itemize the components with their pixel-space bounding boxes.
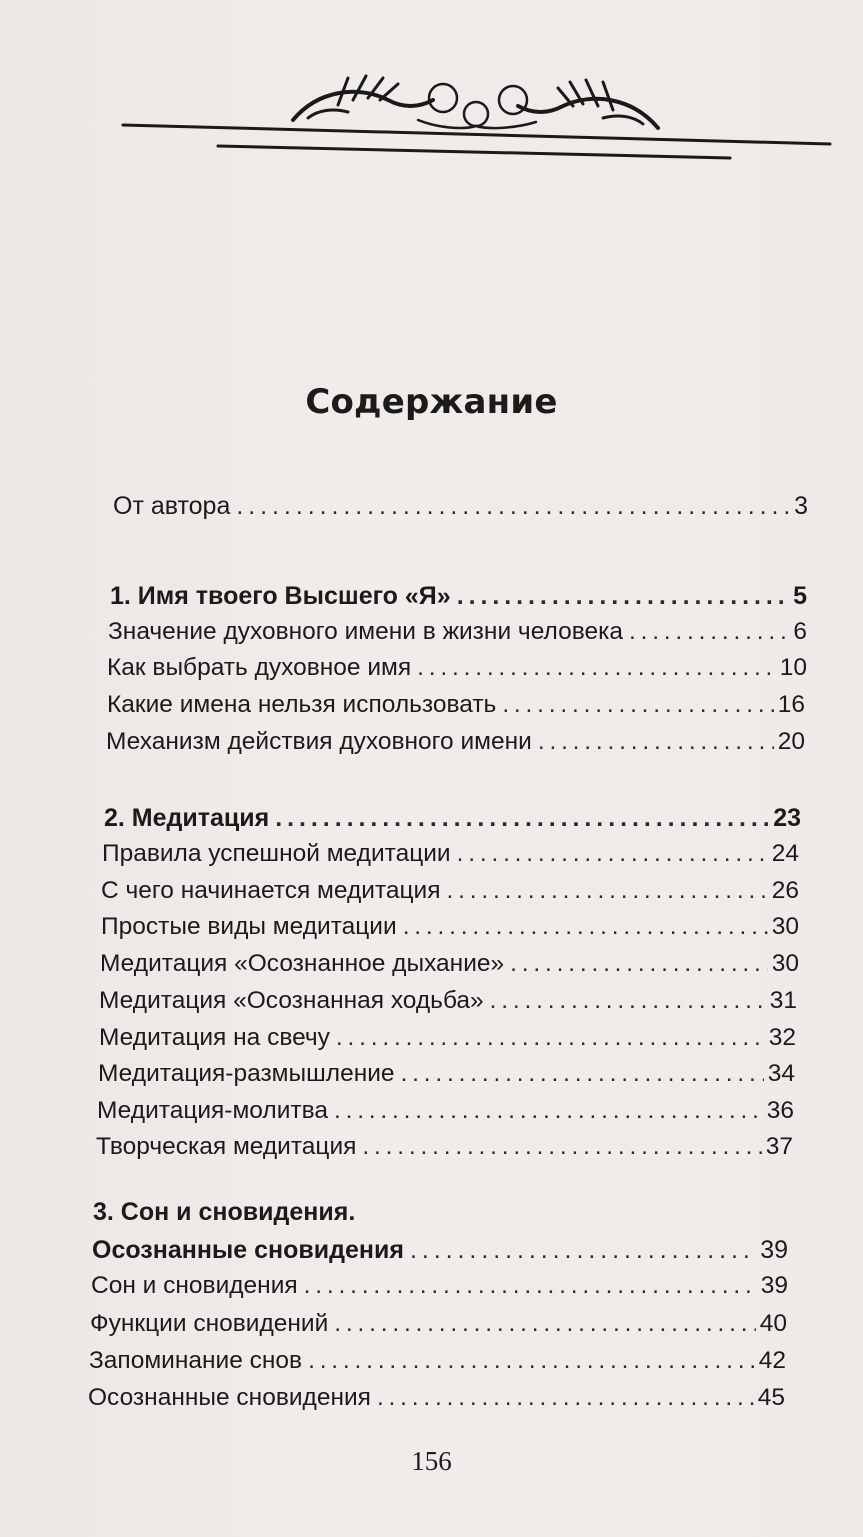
chapter-title: 1. Имя твоего Высшего «Я» [110, 582, 451, 610]
toc-entry: Медитация «Осознанное дыхание» . . . 30 [100, 950, 799, 986]
dot-leader [236, 492, 790, 521]
toc-chapter-3-title: 3. Сон и сновидения. [93, 1198, 356, 1226]
toc-entry: Функции сновидений . . . 40 [90, 1310, 787, 1346]
toc-chapter-3 [92, 1236, 788, 1272]
toc-chapter-2 [104, 804, 801, 840]
toc-entry: Медитация-молитва . . . 36 [97, 1097, 794, 1133]
toc-entry: Правила успешной медитации . . . 24 [102, 840, 799, 876]
chapter-page: 39 [760, 1236, 788, 1264]
dot-leader [457, 582, 789, 611]
toc-entry: Медитация «Осознанная ходьба» . . . 31 [99, 987, 797, 1023]
toc-entry: Медитация на свечу . . . 32 [99, 1024, 796, 1060]
dot-leader [410, 1236, 756, 1265]
chapter-title: 2. Медитация [104, 804, 270, 832]
toc-entry-intro [113, 492, 808, 528]
page-number: 156 [411, 1446, 452, 1476]
toc-entry: Механизм действия духовного имени . . . 20 [106, 728, 805, 764]
toc-entry-page: 3 [794, 492, 808, 520]
chapter-title: Осознанные сновидения [92, 1236, 404, 1264]
chapter-page: 5 [793, 582, 807, 610]
toc-entry: Как выбрать духовное имя . . . 10 [107, 654, 807, 690]
dot-leader [275, 804, 769, 833]
chapter-page: 23 [773, 804, 801, 832]
toc-entry: Осознанные сновидения . . . 45 [88, 1384, 785, 1420]
toc-entry: Запоминание снов . . . 42 [89, 1347, 786, 1383]
toc-entry: Значение духовного имени в жизни человека . . . 6 [108, 618, 807, 654]
toc-entry-label: От автора [113, 492, 231, 520]
toc-entry: Какие имена нельзя использовать . . . 16 [107, 691, 805, 727]
toc-entry: Сон и сновидения . . . 39 [91, 1272, 788, 1308]
toc-entry: С чего начинается медитация . . . 26 [101, 877, 799, 913]
toc-entry: Простые виды медитации . . . 30 [101, 913, 799, 949]
toc-entry: Медитация-размышление . . . 34 [98, 1060, 795, 1096]
toc-entry: Творческая медитация . . . 37 [96, 1133, 793, 1169]
decorative-ornament-icon [118, 70, 833, 165]
page-title: Содержание [305, 382, 558, 422]
toc-chapter-1 [110, 582, 807, 618]
